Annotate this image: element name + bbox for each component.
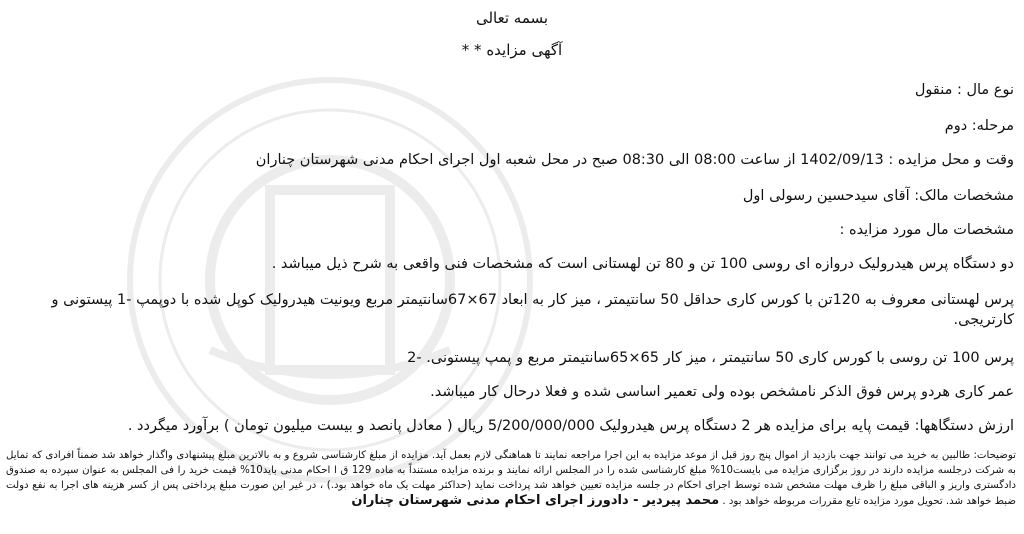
stage: مرحله: دوم — [944, 118, 1014, 134]
item-1-paragraph: پرس لهستانی معروف به 120تن با کورس کاری حداقل 50 سانتیمتر ، میز کار به ابعاد 67×67سانتیمتر مربع ویونیت هیدرولیک کوپل شده با دوپمپ -1 پیستونی و کارتریجی. — [51, 292, 1014, 328]
notes-block — [6, 448, 1016, 509]
owner-details: مشخصات مالک: آقای سیدحسین رسولی اول — [742, 188, 1014, 204]
property-type: نوع مال : منقول — [914, 82, 1014, 98]
intro-paragraph: دو دستگاه پرس هیدرولیک دروازه ای روسی 100 تن و 80 تن لهستانی است که مشخصات فنی واقعی به شرح ذیل میباشد . — [271, 256, 1014, 272]
property-spec-heading: مشخصات مال مورد مزایده : — [839, 222, 1014, 238]
signature: محمد پیردیر - دادورز اجرای احکام مدنی شهرستان چناران — [351, 493, 720, 508]
condition-paragraph: عمر کاری هردو پرس فوق الذکر نامشخص بوده ولی تعمیر اساسی شده و فعلا درحال کار میباشد. — [430, 384, 1014, 400]
valuation-paragraph: ارزش دستگاهها: قیمت پایه برای مزایده هر 2 دستگاه پرس هیدرولیک 5/200/000/000 ریال ( معادل پانصد و بیست میلیون تومان ) برآورد میگردد . — [127, 418, 1014, 434]
item-2-paragraph: پرس 100 تن روسی با کورس کاری 50 سانتیمتر ، میز کار 65×65سانتیمتر مربع و پمپ پیستونی. -2 — [407, 350, 1014, 366]
notes-text: توضیحات: طالبین به خرید می توانند جهت بازدید از اموال پنج روز قبل از موعد مزایده به این اجرا مراجعه نمایند تا هماهنگی لازم بعمل آید. مزایده از مبلغ کارشناسی شروع و به بالاترین مبلغ پیشنهادی واگذار خواهد شد ضمناً افرادی که تمایل به شرکت درجلسه مزایده دارند در روز برگزاری مزایده می بایست10% مبلغ کارشناسی شده را در المجلس ارائه نمایند و برنده مزایده مستنداً به ماده 129 ق ا احکام مدنی باید10% قیمت خرید را فی المجلس به عنوان سپرده به صندوق دادگستری واریز و الباقی مبلغ را ظرف مهلت مشخص شده توسط اجرای احکام در جلسه مزایده تعیین خواهد شد پرداخت نماید (حداکثر مهلت یک ماه خواهد بود.) ، در غیر این صورت مبلغ پرداختی پس از کسر هزینه های اجرا به نفع دولت ضبط خواهد شد. تحویل مورد مزایده تابع مقررات مربوطه خواهد بود . — [6, 450, 1016, 507]
invocation-heading: بسمه تعالی — [475, 9, 549, 27]
notice-title: آگهی مزایده * * — [461, 41, 563, 59]
time-and-place: وقت و محل مزایده : 1402/09/13 از ساعت 08:00 الی 08:30 صبح در محل شعبه اول اجرای احکام مدنی شهرستان چناران — [255, 152, 1014, 168]
